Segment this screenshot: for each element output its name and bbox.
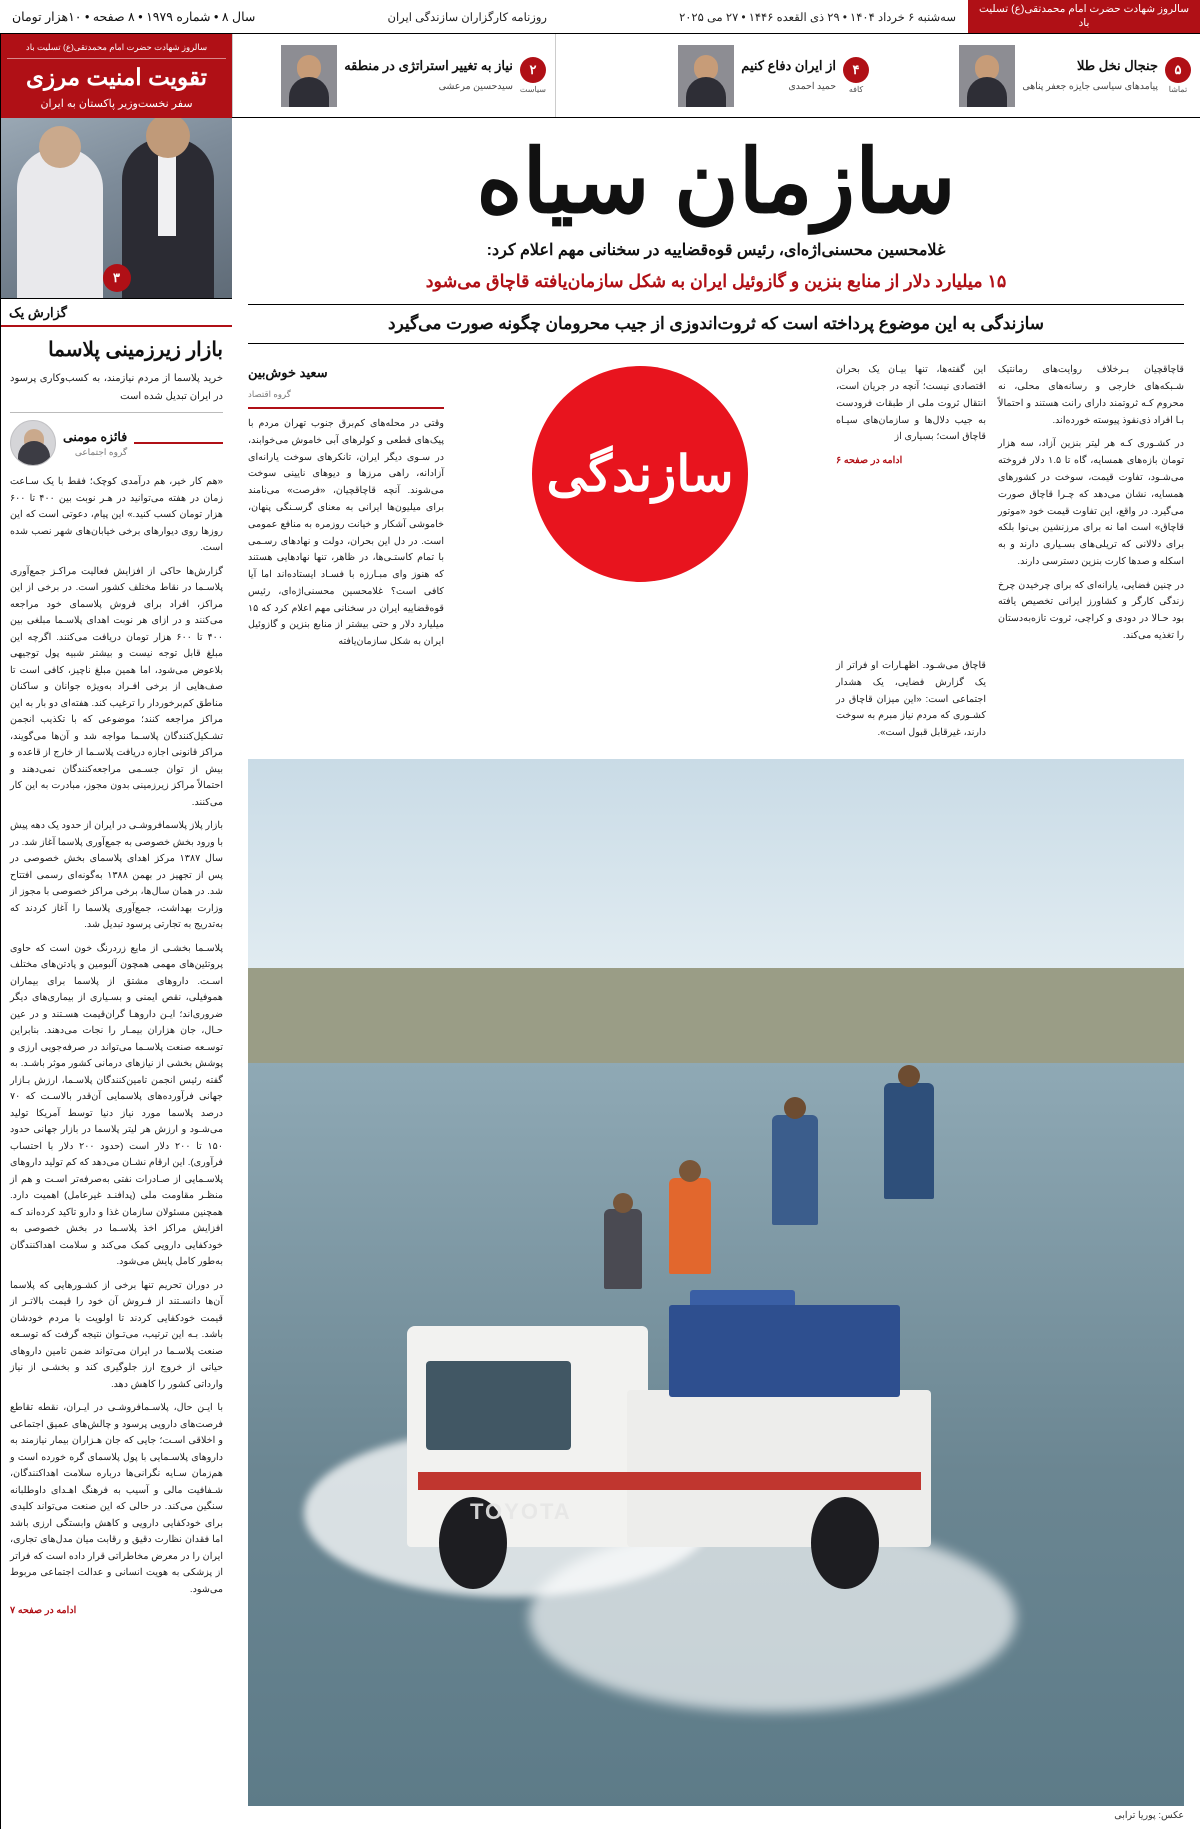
sidebar-article-title: بازار زیرزمینی پلاسما [48, 339, 223, 362]
teaser-badge-group [843, 57, 869, 94]
story-paragraph: وقتی در محله‌های کم‌برق جنوب تهران مردم با پیک‌های قطعی و کولرهای آبی خاموش می‌خوابند، در سـوی دیگر ایران، تانکرهای سوخت یارانه‌ای آزادانه، راهی مرزها و دیوهای نایینی سوخت می‌شوند. آنچه قاچاقچیان، «فرصت» می‌نامند برای میلیون‌ها ایرانی به معنای گرسـنگی پنهان، خاموشی آشکار و خیانت روزمره به منافع عمومی است. در دل این بحران، دولت و نهادهای رسـمی با تمام کاستـی‌ها، در ظاهر، تنها نهادهایی هستند که هنوز وای مبـارزه با فسـاد ایستاده‌اند اما آیا کافی است؟ غلامحسین محسنی‌اژه‌ای، رئیس قوه‌قضاییه ایران در سخنانی مهم اعلام کرد که ۱۵ میلیارد دلار و حتی بیشتر از منابع بنزین و گازوئیل ایران به شکل سازمان‌یافته [248, 418, 444, 648]
teaser-badge-group [1165, 57, 1191, 94]
brand-accent: کارگزاران [461, 11, 509, 24]
story-paragraph: در چنین فضایی، یارانه‌ای که برای چرخیدن چرخ زندگی کارگر و کشاورز ایرانی تخصیص یافته بود حـالا در دودی و کراچی، ثروت تازه‌به‌دستان را تغذیه می‌کند. [998, 579, 1184, 641]
teaser-photo-2 [678, 45, 734, 107]
logo-column [456, 362, 824, 658]
story-column-1 [998, 362, 1184, 658]
sidebar-article-lede: خرید پلاسما از مردم نیازمند، به کسب‌وکاری پرسود در ایران تبدیل شده است [10, 370, 223, 413]
sidebar-report-label: گزارش یک [1, 298, 232, 327]
sidebar-byline [10, 420, 223, 466]
headline-block [232, 118, 1200, 350]
teaser-subtitle: حمید احمدی [788, 80, 836, 92]
sidebar-continuation-link[interactable]: ادامه در صفحه ۷ [10, 1605, 77, 1617]
author-rule [248, 407, 444, 409]
teaser-item[interactable] [555, 34, 878, 117]
sidebar-paragraph: پلاسـما بخشـی از مایع زردرنگ خون است که حاوی پروتئین‌های مهمی همچون آلبومین و پادتن‌های مختلف اسـت. داروهای مشتق از پلاسما برای بیماران هموفیلی، نقص ایمنی و بسـیاری از بیماری‌های دیگر ضروری‌اند؛ ایـن داروهـا گران‌قیمت هسـتند و در عین حـال، جان هزاران بیمـار را نجات می‌دهند. بنابراین توسـعه صنعت پلاسـما می‌تواند در صرفه‌جویی ارزی و پوشش بخشی از نیازهای درمانی کشور موثر باشـد. به گفته رئیس انجمن تامین‌کنندگان پلاسـما، ارزش بـازار جهانی فرآورده‌های پلاسمایی آن‌قدر بالاسـت که ۷۰ درصد پلاسما مورد نیاز دنیا توسط آمریکا تولید می‌شـود و ارزش هر لیتر پلاسما در بازار جهانی حدود ۱۵۰ تا ۲۰۰ دلار است (حدود ۲۰۰ دلار با احتساب فرآوری). این ارقام نشـان می‌دهد که کم تولید داروهای پلاسـمایی از صـادرات نفتی به‌صرفه‌تر اسـت و هم از منظـر مقاومت ملی (پدافنـد غیرعامل) اهمیت دارد. همچنین مسئولان سازمان غذا و دارو تاکید کرده‌اند کـه افزایش مراکز اخذ پلاسـما در بخش خصوصی به خودکفایی دارویی کمک می‌کند و سلامت اهداکنندگان به‌طور کامل پایش می‌شود. [10, 942, 223, 1268]
teaser-text [741, 58, 836, 92]
story-paragraph: این گفته‌ها، تنها بیـان یک بحران اقتصادی نیست؛ آنچه در جریان است، انتقال ثروت ملی از طبقات فرودست به جیب دلال‌ها و سازمان‌های سیـاه قاچاق است؛ بسیاری از [836, 364, 986, 443]
masthead [0, 0, 968, 33]
worker-figure [669, 1178, 711, 1274]
masthead-brand [388, 10, 547, 24]
photo-shoreline [248, 968, 1184, 1073]
byline-section: گروه اجتماعی [74, 446, 128, 457]
teaser-title: از ایران دفاع کنیم [741, 58, 836, 74]
sidebar-paragraph: در دوران تحریم تنها برخی از کشـورهایی که پلاسما آن‌ها دانسـتند از فـروش آن خود را قیمت بالاتـر از قیمت خودکفایی کردند تا اولویت با مردم خودشان باشد. بـه این ترتیب، می‌تـوان نتیجه گرفت که توسـعه صنعت پلاسـما در ایران می‌تواند ضمن تامین داروهای حیاتی از خروج ارز جلوگیری کند و بخشـی از نیاز وارداتی کشور را کاهش دهد. [10, 1279, 223, 1390]
sidebar-article [1, 327, 232, 1626]
photo-figure-right [122, 138, 214, 298]
teaser-section-label: کافه [848, 85, 864, 94]
teaser-subtitle: سیدحسین مرعشی [438, 80, 513, 92]
worker-figure [772, 1115, 818, 1225]
author-name: سعید خوش‌بین [248, 365, 328, 381]
story-column-2-extra [232, 658, 1200, 749]
condolence-banner: سالروز شهادت حضرت امام محمدتقی(ع) تسلیت باد [968, 0, 1200, 33]
teaser-badge-group [520, 57, 546, 94]
truck-stripe [418, 1472, 921, 1490]
teaser-section-label: سیاست [519, 85, 546, 94]
main-column [232, 34, 1200, 1829]
author-section: گروه اقتصاد [248, 389, 291, 399]
top-strip [0, 0, 1200, 34]
main-photo [248, 759, 1184, 1806]
photo-sky [248, 759, 1184, 989]
avatar [10, 420, 56, 466]
photo-credit: عکس: پوریا ترابی [1114, 1810, 1184, 1821]
truck-bed [627, 1390, 931, 1547]
main-headline: سازمان سیاه [476, 132, 956, 231]
teaser-title: جنجال نخل طلا [1077, 58, 1158, 74]
sidebar-column [0, 34, 232, 1829]
story-column-4 [248, 362, 444, 658]
teaser-subtitle: پیامدهای سیاسی جایزه جعفر پناهی [1022, 80, 1158, 92]
sidebar-paragraph: گزارش‌ها حاکی از افزایش فعالیت مراکـز جمع‌آوری پلاسـما در نقاط مختلف کشور است. در برخی از این مراکز، افراد برای فروش پلاسمای خود مراجعه می‌کنند و در ازای هر نوبت اهدای پلاسـما مبلغی بین ۴۰۰ تا ۶۰۰ هزار تومان دریافت می‌کنند. اگرچه این مبلغ قابل توجه نیست و بیشتر شبیه پول توجیهی بلاعوض می‌شود، اما همین مبلغ ناچیز، کافی است تا صف‌هایی از برخی افـراد به‌ویژه جوانان و ساکنان مناطق کم‌برخوردار را ترغیب کند. هفته‌ای دو بار به این مراکز مراجعه کنند؛ موضوعی که با تکذیب انجمن تشـکیل‌کنندگان پلاسـما مواجه شد و آن‌ها می‌گویند، مراکز قانونی اجازه دریافت پلاسـما از خارج از قاعده و بیش از توان جسـمی مراجعه‌کنندگان نمی‌دهند و احتمالاً مراکز زیرزمینی بدون مجوز، مبادرت به این کار می‌کنند. [10, 565, 223, 808]
story-paragraph: قاچاقچیان بـرخلاف روایت‌های رمانتیک شـبکه‌های خارجی و رسانه‌های محلی، نه محروم کـه ثروتمند دارای رانت هستند و احتمالاً بـا افراد ذی‌نفوذ پیوسته خورده‌اند. [998, 364, 1184, 426]
teaser-item[interactable] [232, 34, 555, 117]
truck-brand-text: TOYOTA [470, 1499, 572, 1525]
headline-deck: سازندگی به این موضوع پرداخته است که ثروت‌اندوزی از جیب محرومان چگونه صورت می‌گیرد [248, 304, 1184, 344]
sidebar-page-badge: ۳ [103, 264, 131, 292]
headline-attribution: غلامحسین محسنی‌اژه‌ای، رئیس قوه‌قضاییه در سخنانی مهم اعلام کرد: [486, 242, 946, 259]
byline-meta [63, 429, 127, 458]
sidebar-banner-kicker: سالروز شهادت حضرت امام محمدتقی(ع) تسلیت باد [7, 42, 226, 59]
truck-wheel [811, 1497, 879, 1590]
sidebar-photo [1, 118, 232, 298]
teaser-section-label: تماشا [1168, 85, 1188, 94]
page-body [0, 34, 1200, 1829]
headline-quote: ۱۵ میلیارد دلار از منابع بنزین و گازوئیل ایران به شکل سازمان‌یافته قاچاق می‌شود [425, 271, 1007, 291]
brand-suffix: سازندگی ایران [387, 11, 459, 24]
teaser-page-badge: ۴ [843, 57, 869, 83]
teaser-photo-3 [281, 45, 337, 107]
teaser-text [1022, 58, 1158, 92]
sidebar-paragraph: با ایـن حال، پلاسـمافروشـی در ایـران، نقطه تقاطع فرصت‌های دارویی پرسود و چالش‌های عمیق اجتماعی و اخلاقی اسـت؛ جایی که جان هـزاران بیمار نیازمند به داروهای پلاسـمایی با پول پلاسمای گره خورده است و هم‌زمان سـایه نگرانی‌ها درباره سلامت اهداکنندگان، شـفافیت مالی و آسیب به فرهنگ اهـدای داوطلبانه سنگین می‌کند. در حالی که این صنعت می‌تواند کلیدی برای خودکفایی دارویی و کاهش وابستگی ارزی باشد اما فقدان نظارت دقیق و رقابت میان مدل‌های تجاری، ایران را در معرض مخاطراتی قرار داده است که فراتر از پزشکی به هویت انسانی و عدالت اجتماعی مربوط می‌شود. [10, 1402, 223, 1595]
byline-rule [134, 442, 223, 444]
worker-figure [604, 1209, 642, 1289]
worker-figure [884, 1083, 934, 1199]
story-column-2 [836, 362, 986, 658]
teaser-photo-1 [959, 45, 1015, 107]
story-paragraph: قاچاق می‌شـود. اظهـارات او فراتر از یک گزارش فضایی، یک هشدار اجتماعی است: «این میزان قاچاق در کشـوری که مردم نیاز مبرم به سوخت دارند، غیرقابل قبول است». [836, 659, 986, 739]
teaser-text [344, 58, 513, 92]
sidebar-banner-title: تقویت امنیت مرزی [26, 63, 207, 90]
teaser-bar [232, 34, 1200, 118]
teaser-page-badge: ۲ [520, 57, 546, 83]
continuation-link[interactable]: ادامه در صفحه ۶ [836, 455, 903, 467]
byline-author-name: فائزه مومنی [63, 429, 128, 444]
masthead-issue: سال ۸ • شماره ۱۹۷۹ • ۸ صفحه • ۱۰هزار تومان [12, 10, 256, 24]
teaser-title: نیاز به تغییر استراتژی در منطقه [344, 58, 513, 74]
photo-figure-left [17, 148, 103, 298]
pickup-truck [407, 1241, 931, 1597]
author-block [248, 362, 444, 409]
brand-prefix: روزنامه [511, 11, 547, 24]
story-columns [232, 350, 1200, 658]
sidebar-paragraph: «هم کار خیر، هم درآمدی کوچک؛ فقط با یک سـاعت زمان در هفته می‌توانید در هـر نوبت بین ۴۰۰ تا ۶۰۰ هزار تومان کسب کنید.» این پیام، دعوتی است که این روزها روی دیوارهای برخی خیابان‌های شهر نصب شده است. [10, 476, 223, 554]
teaser-page-badge: ۵ [1165, 57, 1191, 83]
teaser-item[interactable] [878, 34, 1200, 117]
sidebar-banner-subtitle: سفر نخست‌وزیر پاکستان به ایران [40, 97, 193, 110]
sidebar-article-body [10, 474, 223, 1616]
masthead-date: سه‌شنبه ۶ خرداد ۱۴۰۴ • ۲۹ ذی القعده ۱۴۴۶ • ۲۷ می ۲۰۲۵ [679, 11, 956, 24]
story-paragraph: در کشـوری کـه هر لیتر بنزین آزاد، سه هزار تومان بازه‌های همسایه، گاه تا ۱.۵ دلار فروخته می‌شـود، تفاوت قیمت، سوخت در کشورهای همسایه، نشان می‌دهد که چـرا قاچاق صورت می‌گیرد. در واقع، این تفاوت قیمت خود «موتور قاچاق» است اما نه برای مرزنشین بی‌نوا بلکه برای دلالانی که تریلی‌های بسـیاری دارند و به اسکله و صدها کارت بنزین دسترسی دارند. [998, 438, 1184, 567]
sazandegi-logo: سازندگی [532, 366, 748, 582]
sidebar-banner[interactable] [1, 34, 232, 118]
sidebar-paragraph: بازار پلاز پلاسمافروشـی در ایران از حدود یک دهه پیش با ورود بخش خصوصی به جمع‌آوری پلاسما آغاز شد. در سال ۱۳۸۷ مرکز اهدای پلاسمای بخش خصوصی در پس از تجهیز در بهمن ۱۳۸۸ به‌گونه‌ای رسمی افتتاح شد. در همان سال‌ها، برخی مراکز خصوصی با مجوز از وزارت بهداشت، جمع‌آوری پلاسما را آغاز کردند که به‌تدریج به تجارتی پرسود تبدیل شد. [10, 820, 223, 931]
fuel-container [669, 1305, 900, 1398]
